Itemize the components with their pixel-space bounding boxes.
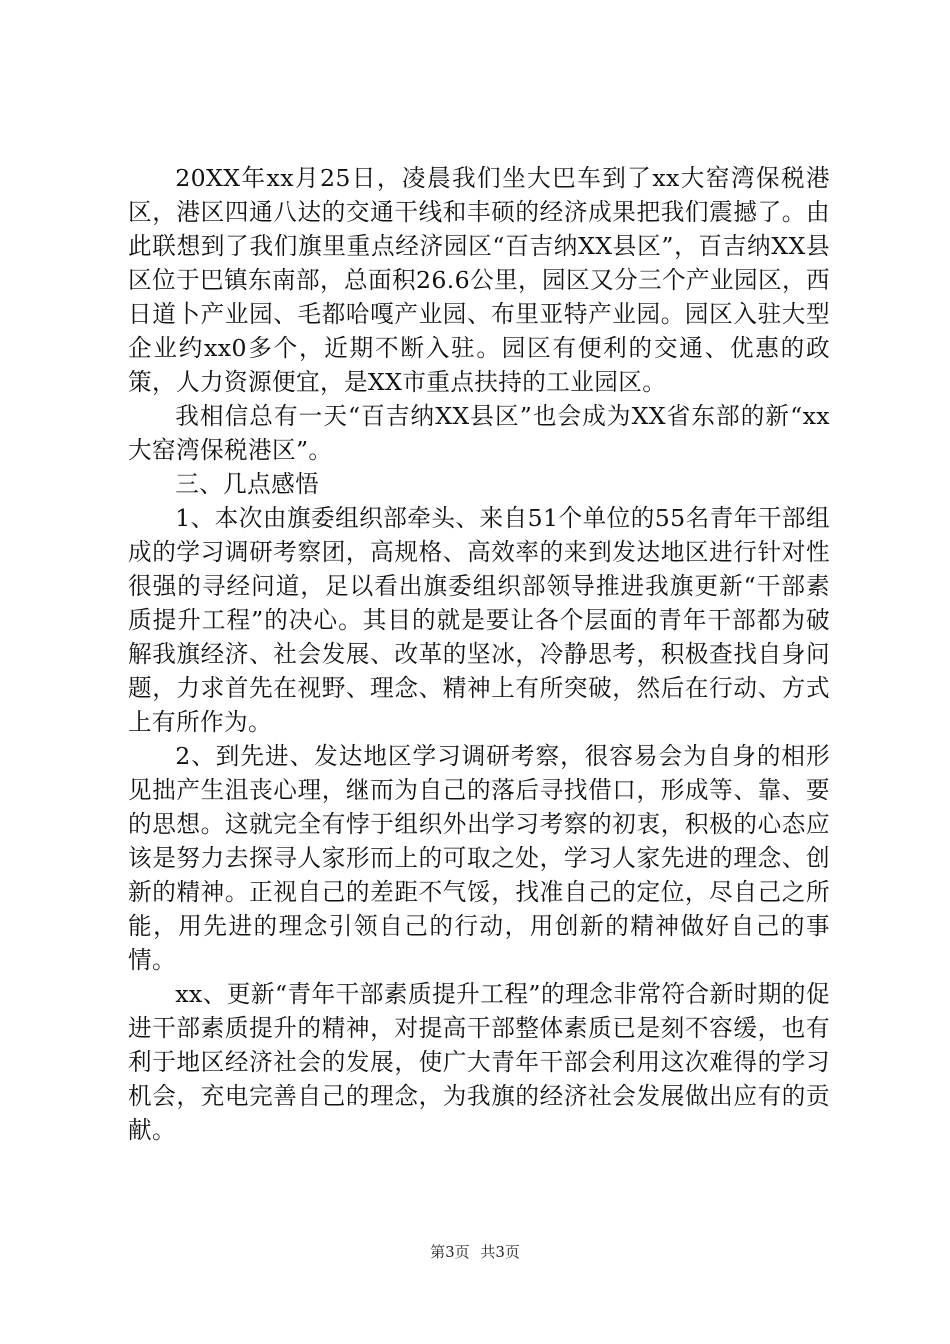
page-total: 共3页 <box>480 1243 520 1261</box>
paragraph-belief: 我相信总有一天“百吉纳XX县区”也会成为XX省东部的新“xx大窑湾保税港区”。 <box>128 402 830 464</box>
section-heading-reflections: 三、几点感悟 <box>175 470 320 498</box>
paragraph-reflection-3: xx、更新“青年干部素质提升工程”的理念非常符合新时期的促进干部素质提升的精神，对提高干部整体素质已是刻不容缓，也有利于地区经济社会的发展，使广大青年干部会利用这次难得的学习机会，充电完善自己的理念，为我旗的经济社会发展做出应有的贡献。 <box>128 980 830 1144</box>
paragraph-reflection-2: 2、到先进、发达地区学习调研考察，很容易会为自身的相形见拙产生沮丧心理，继而为自己的落后寻找借口，形成等、靠、要的思想。这就完全有悖于组织外出学习考察的初衷，积极的心态应该是努力去探寻人家形而上的可取之处，学习人家先进的理念、创新的精神。正视自己的差距不气馁，找准自己的定位，尽自己之所能，用先进的理念引领自己的行动，用创新的精神做好自己的事情。 <box>128 742 830 974</box>
page-number: 第3页 <box>430 1243 470 1261</box>
paragraph-reflection-1: 1、本次由旗委组织部牵头、来自51个单位的55名青年干部组成的学习调研考察团，高规格、高效率的来到发达地区进行针对性很强的寻经问道，足以看出旗委组织部领导推进我旗更新“干部素质提升工程”的决心。其目的就是要让各个层面的青年干部都为破解我旗经济、社会发展、改革的坚冰，冷静思考，积极查找自身问题，力求首先在视野、理念、精神上有所突破，然后在行动、方式上有所作为。 <box>128 504 830 736</box>
paragraph-port-visit: 20XX年xx月25日，凌晨我们坐大巴车到了xx大窑湾保税港区，港区四通八达的交通干线和丰硕的经济成果把我们震撼了。由此联想到了我们旗里重点经济园区“百吉纳XX县区”，百吉纳XX县区位于巴镇东南部，总面积26.6公里，园区又分三个产业园区，西日道卜产业园、毛都哈嘎产业园、布里亚特产业园。园区入驻大型企业约xx0多个，近期不断入驻。园区有便利的交通、优惠的政策，人力资源便宜，是XX市重点扶持的工业园区。 <box>128 164 830 396</box>
document-body <box>128 161 830 1147</box>
page-footer <box>0 1242 950 1262</box>
